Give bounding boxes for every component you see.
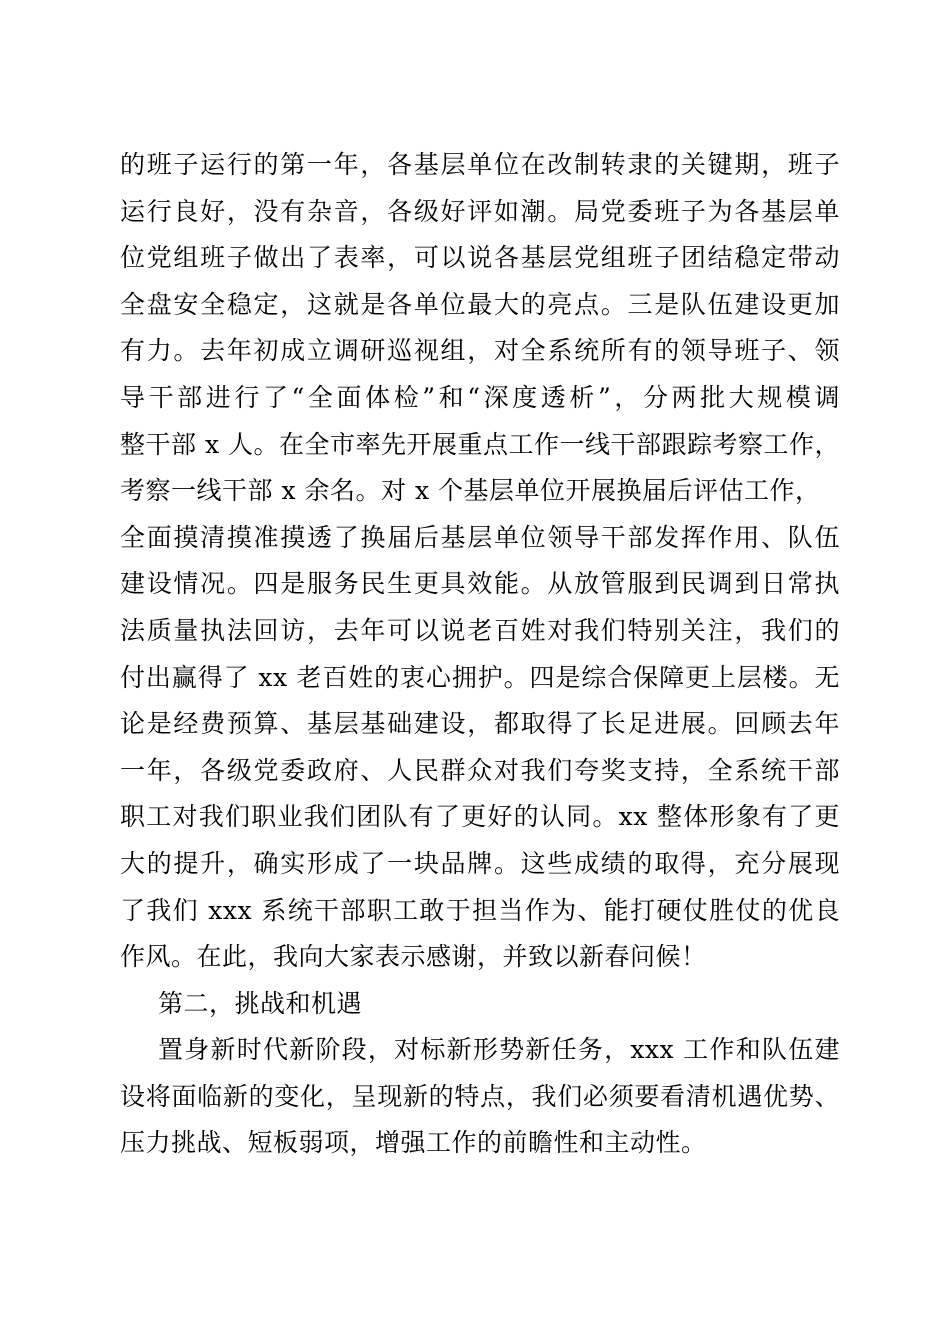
paragraph-line: 整干部 x 人。在全市率先开展重点工作一线干部跟踪考察工作， xyxy=(120,429,840,459)
paragraph-line: 的班子运行的第一年，各基层单位在改制转隶的关键期，班子 xyxy=(120,150,840,179)
paragraph-line: 建设情况。四是服务民生更具效能。从放管服到民调到日常执 xyxy=(120,569,840,599)
paragraph-line: 设将面临新的变化，呈现新的特点，我们必须要看清机遇优势、 xyxy=(120,1081,840,1111)
paragraph-line: 作风。在此，我向大家表示感谢，并致以新春问候！ xyxy=(120,942,707,972)
paragraph-line: 一年，各级党委政府、人民群众对我们夸奖支持，全系统干部 xyxy=(120,755,840,785)
paragraph-line: 职工对我们职业我们团队有了更好的认同。xx 整体形象有了更 xyxy=(120,802,840,832)
document-body xyxy=(120,142,840,1167)
paragraph-line: 大的提升，确实形成了一块品牌。这些成绩的取得，充分展现 xyxy=(120,848,840,878)
paragraph-line: 位党组班子做出了表率，可以说各基层党组班子团结稳定带动 xyxy=(120,243,840,273)
paragraph-line: 付出赢得了 xx 老百姓的衷心拥护。四是综合保障更上层楼。无 xyxy=(120,662,840,692)
section-heading: 第二，挑战和机遇 xyxy=(158,988,363,1018)
paragraph-line: 了我们 xxx 系统干部职工敢于担当作为、能打硬仗胜仗的优良 xyxy=(120,895,840,925)
paragraph-line: 全盘安全稳定，这就是各单位最大的亮点。三是队伍建设更加 xyxy=(120,289,840,319)
paragraph-line: 置身新时代新阶段，对标新形势新任务，xxx 工作和队伍建 xyxy=(158,1035,840,1065)
paragraph-line: 全面摸清摸准摸透了换届后基层单位领导干部发挥作用、队伍 xyxy=(120,522,840,552)
paragraph-line: 压力挑战、短板弱项，增强工作的前瞻性和主动性。 xyxy=(120,1128,707,1158)
paragraph-line: 考察一线干部 x 余名。对 x 个基层单位开展换届后评估工作， xyxy=(120,476,821,506)
paragraph-line: 有力。去年初成立调研巡视组，对全系统所有的领导班子、领 xyxy=(120,336,840,366)
paragraph-line: 运行良好，没有杂音，各级好评如潮。局党委班子为各基层单 xyxy=(120,196,840,226)
paragraph-line: 法质量执法回访，去年可以说老百姓对我们特别关注，我们的 xyxy=(120,615,840,645)
paragraph-line: 论是经费预算、基层基础建设，都取得了长足进展。回顾去年 xyxy=(120,709,840,739)
paragraph-line: 导干部进行了“全面体检”和“深度透析”，分两批大规模调 xyxy=(120,382,840,412)
